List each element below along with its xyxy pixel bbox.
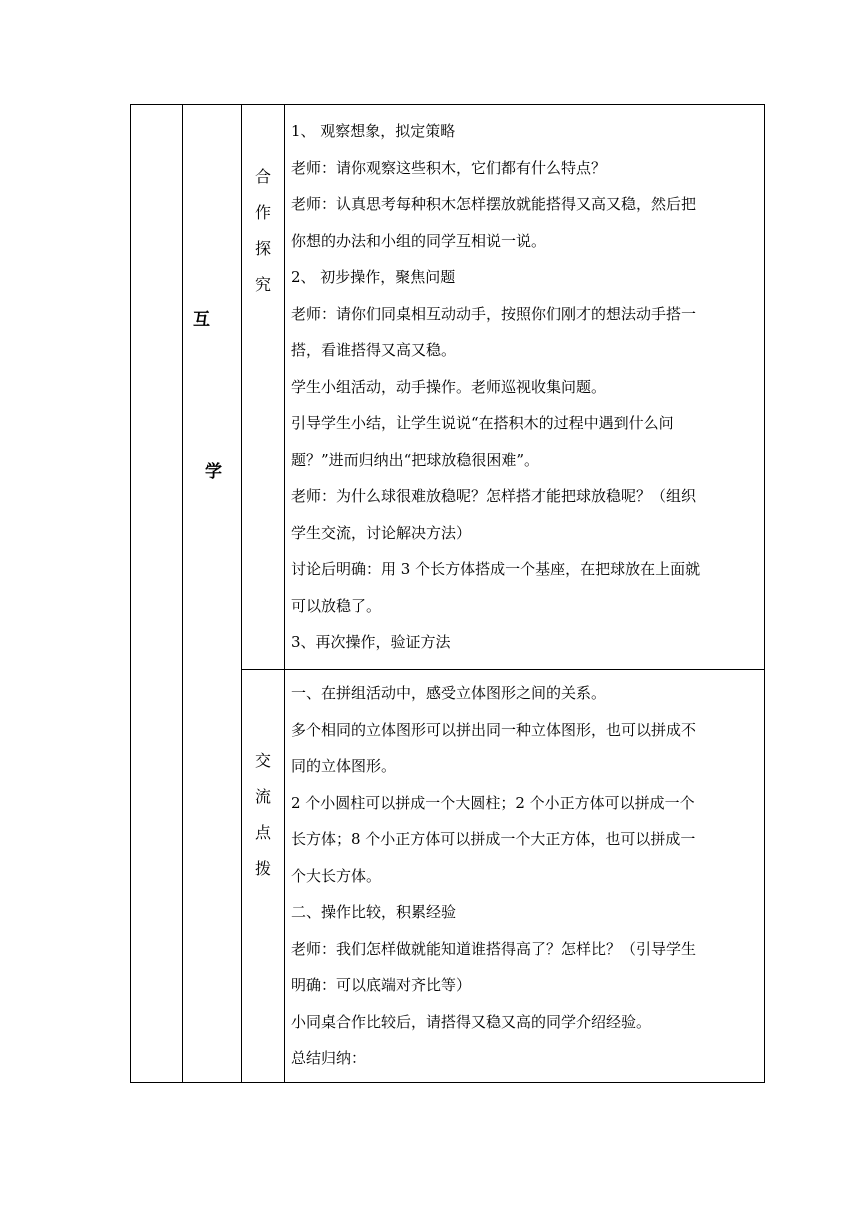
- lesson-plan-table: [130, 104, 765, 1083]
- text-line: 老师：请你观察这些积木，它们都有什么特点？: [291, 158, 607, 177]
- text-line: 搭，看谁搭得又高又稳。: [291, 341, 457, 359]
- text-line: 长方体；8 个小正方体可以拼成一个大正方体，也可以拼成一: [291, 830, 696, 848]
- text-line: 讨论后明确：用 3 个长方体搭成一个基座，在把球放在上面就: [291, 560, 701, 578]
- section-label-cooperative-inquiry: 合 作 探 究: [254, 167, 271, 294]
- text-line: 同的立体图形。: [291, 757, 397, 775]
- text-line: 题？”进而归纳出“把球放稳很困难”。: [291, 450, 540, 469]
- text-line: 老师：认真思考每种积木怎样摆放就能搭得又高又稳，然后把: [291, 195, 697, 213]
- section-content-cooperative-inquiry: [291, 113, 761, 661]
- main-label-char-2: 学: [205, 462, 222, 482]
- column-divider-1: [182, 105, 183, 1082]
- text-line: 引导学生小结，让学生说说“在搭积木的过程中遇到什么问: [291, 414, 674, 432]
- text-line: 老师：为什么球很难放稳呢？怎样搭才能把球放稳呢？（组织: [291, 487, 697, 505]
- row-divider: [241, 669, 764, 670]
- section-label-discussion-guidance: 交 流 点 拨: [254, 751, 271, 878]
- text-line: 总结归纳：: [291, 1049, 367, 1067]
- text-line: 多个相同的立体图形可以拼出同一种立体图形，也可以拼成不: [291, 720, 697, 739]
- text-line: 个大长方体。: [291, 866, 382, 885]
- text-line: 学生交流，讨论解决方法）: [291, 523, 472, 542]
- section-content-discussion-guidance: [291, 675, 761, 1077]
- text-line: 老师：我们怎样做就能知道谁搭得高了？怎样比？（引导学生: [291, 939, 697, 958]
- text-line: 小同桌合作比较后，请搭得又稳又高的同学介绍经验。: [291, 1012, 652, 1031]
- text-line: 老师：请你们同桌相互动动手，按照你们刚才的想法动手搭一: [291, 304, 697, 323]
- text-line: 可以放稳了。: [291, 596, 382, 615]
- text-line: 你想的办法和小组的同学互相说一说。: [291, 231, 547, 250]
- text-line: 2 个小圆柱可以拼成一个大圆柱；2 个小正方体可以拼成一个: [291, 793, 695, 812]
- text-line: 一、在拼组活动中，感受立体图形之间的关系。: [291, 684, 607, 702]
- text-line: 二、操作比较，积累经验: [291, 903, 457, 921]
- main-label-char-1: 互: [193, 310, 210, 330]
- text-line: 3、再次操作，验证方法: [291, 633, 451, 651]
- column-divider-3: [284, 105, 285, 1082]
- text-line: 明确：可以底端对齐比等）: [291, 976, 472, 994]
- text-line: 2、 初步操作，聚焦问题: [291, 268, 456, 286]
- text-line: 学生小组活动，动手操作。老师巡视收集问题。: [291, 377, 607, 396]
- text-line: 1、 观察想象，拟定策略: [291, 122, 456, 140]
